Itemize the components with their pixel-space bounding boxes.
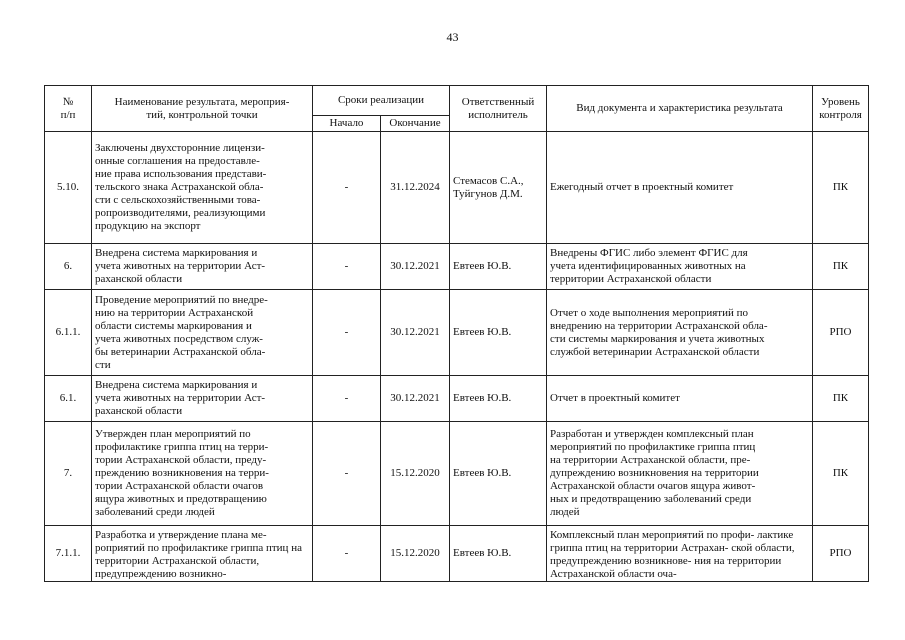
page-number: 43 — [446, 30, 459, 44]
row-start: - — [313, 422, 381, 526]
row-end: 30.12.2021 — [381, 244, 450, 290]
row-responsible: Стемасов С.А., Туйгунов Д.М. — [450, 132, 547, 244]
row-start: - — [313, 244, 381, 290]
row-responsible: Евтеев Ю.В. — [450, 526, 547, 582]
row-level: ПК — [813, 422, 869, 526]
row-end: 31.12.2024 — [381, 132, 450, 244]
row-doc: Внедрены ФГИС либо элемент ФГИС для учета идентифицированных животных на территории Астраханской области — [547, 244, 813, 290]
table-row — [45, 244, 869, 290]
row-name: Разработка и утверждение плана ме- роприятий по профилактике гриппа птиц на территории Астраханской области, предупреждению возникно- — [95, 528, 302, 579]
row-doc: Разработан и утвержден комплексный план мероприятий по профилактике гриппа птиц на территории Астраханской области, пре- дупреждению возникновения на территории Астраханской области очагов ящура живот- ных и предотвращению заболеваний среди людей — [547, 422, 813, 526]
row-num: 5.10. — [45, 132, 92, 244]
row-start: - — [313, 376, 381, 422]
row-num: 7. — [45, 422, 92, 526]
row-doc: Ежегодный отчет в проектный комитет — [547, 132, 813, 244]
table-row — [45, 132, 869, 244]
row-name: Заключены двухсторонние лицензи- онные соглашения на предоставле- ние права использования представи- тельского знака Астраханской обла- сти с сельскохозяйственными това- ропроизводителями, реализующими продукцию на экспорт — [92, 132, 313, 244]
header-end: Окончание — [381, 116, 450, 132]
row-responsible: Евтеев Ю.В. — [450, 290, 547, 376]
table-row — [45, 290, 869, 376]
row-responsible: Евтеев Ю.В. — [450, 376, 547, 422]
row-level: РПО — [813, 290, 869, 376]
row-responsible: Евтеев Ю.В. — [450, 422, 547, 526]
row-name: Проведение мероприятий по внедре- нию на территории Астраханской области системы маркирования и учета животных посредством служ- бы ветеринарии Астраханской обла- сти — [92, 290, 313, 376]
row-start: - — [313, 526, 381, 582]
header-level: Уровень контроля — [813, 86, 869, 132]
row-doc: Отчет о ходе выполнения мероприятий по внедрению на территории Астраханской обла- сти системы маркирования и учета животных службой ветеринарии Астраханской области — [547, 290, 813, 376]
row-name: Внедрена система маркирования и учета животных на территории Аст- раханской области — [92, 244, 313, 290]
header-num: № п/п — [45, 86, 92, 132]
row-end: 15.12.2020 — [381, 526, 450, 582]
row-end: 30.12.2021 — [381, 376, 450, 422]
row-level: ПК — [813, 244, 869, 290]
table-row — [45, 422, 869, 526]
header-doc: Вид документа и характеристика результата — [547, 86, 813, 132]
row-num: 6.1. — [45, 376, 92, 422]
row-doc: Комплексный план мероприятий по профи- лактике гриппа птиц на территории Астрахан- ской области, предупреждению возникнове- ния на территории Астраханской области оча- — [550, 528, 795, 579]
row-start: - — [313, 290, 381, 376]
header-start: Начало — [313, 116, 381, 132]
row-name: Внедрена система маркирования и учета животных на территории Аст- раханской области — [92, 376, 313, 422]
header-dates: Сроки реализации — [313, 86, 450, 116]
row-start: - — [313, 132, 381, 244]
row-num: 6.1.1. — [45, 290, 92, 376]
row-end: 30.12.2021 — [381, 290, 450, 376]
plan-table — [44, 85, 869, 582]
row-num: 6. — [45, 244, 92, 290]
table-row — [45, 376, 869, 422]
header-responsible: Ответственный исполнитель — [450, 86, 547, 132]
row-level: ПК — [813, 376, 869, 422]
row-num: 7.1.1. — [45, 526, 92, 582]
row-end: 15.12.2020 — [381, 422, 450, 526]
header-name: Наименование результата, мероприя- тий, контрольной точки — [92, 86, 313, 132]
row-level: РПО — [813, 526, 869, 582]
table-row — [45, 526, 869, 582]
row-doc: Отчет в проектный комитет — [547, 376, 813, 422]
row-level: ПК — [813, 132, 869, 244]
row-responsible: Евтеев Ю.В. — [450, 244, 547, 290]
row-name: Утвержден план мероприятий по профилактике гриппа птиц на терри- тории Астраханской области, преду- преждению возникновения на терри- тории Астраханской области очагов ящура животных и предотвращению заболеваний среди людей — [92, 422, 313, 526]
